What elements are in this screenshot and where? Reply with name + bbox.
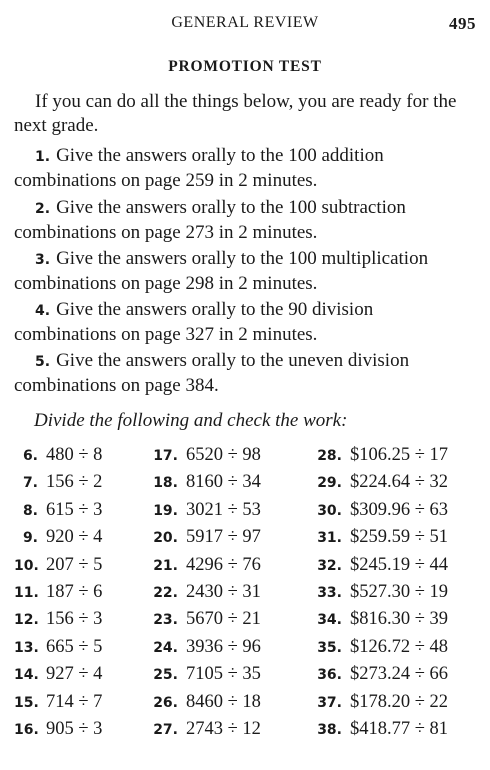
- problem-row: [312, 634, 448, 661]
- problem-number: 11.: [14, 584, 39, 601]
- problem-row: [312, 497, 448, 524]
- test-item-1: [14, 144, 476, 193]
- problem-expression: $126.72 ÷ 48: [350, 636, 449, 657]
- problem-expression: 4296 ÷ 76: [186, 554, 261, 575]
- problem-row: [312, 552, 448, 579]
- item-number: 5.: [35, 354, 51, 370]
- problem-row: [152, 497, 261, 524]
- problem-row: [14, 579, 102, 606]
- problem-row: [152, 634, 261, 661]
- intro-paragraph: If you can do all the things below, you are ready for the next grade.: [14, 91, 457, 136]
- problem-row: [14, 606, 102, 633]
- problem-expression: $224.64 ÷ 32: [350, 472, 449, 493]
- problem-number: 7.: [22, 475, 38, 492]
- problem-number: 14.: [14, 667, 39, 684]
- problem-number: 37.: [317, 694, 342, 711]
- problem-row: [312, 716, 448, 743]
- problem-expression: 156 ÷ 3: [46, 609, 103, 630]
- problem-expression: 156 ÷ 2: [46, 472, 103, 493]
- problem-number: 32.: [317, 557, 342, 574]
- problem-row: [14, 469, 102, 496]
- problem-expression: 8460 ÷ 18: [186, 691, 261, 712]
- page-number: 495: [449, 14, 476, 33]
- problem-row: [312, 606, 448, 633]
- problem-row: [152, 442, 261, 469]
- instructions: Divide the following and check the work:: [34, 410, 348, 431]
- item-text: Give the answers orally to the 90 division combinations on page 327 in 2 minutes.: [14, 299, 374, 345]
- problem-number: 38.: [317, 721, 342, 738]
- problem-number: 29.: [317, 475, 342, 492]
- problem-expression: 927 ÷ 4: [46, 664, 103, 685]
- problem-expression: 480 ÷ 8: [46, 445, 103, 465]
- problem-number: 21.: [153, 557, 178, 574]
- problem-number: 23.: [153, 612, 178, 629]
- problem-expression: 5917 ÷ 97: [186, 527, 261, 548]
- problem-expression: 905 ÷ 3: [46, 718, 103, 739]
- item-text: Give the answers orally to the 100 multiplication combinations on page 298 in 2 minutes.: [14, 248, 429, 294]
- problem-expression: 187 ÷ 6: [46, 581, 103, 602]
- problem-number: 28.: [317, 448, 342, 464]
- problem-expression: $418.77 ÷ 81: [350, 718, 449, 739]
- problem-row: [312, 579, 448, 606]
- problem-row: [14, 552, 102, 579]
- problem-row: [312, 661, 448, 688]
- problem-expression: $106.25 ÷ 17: [350, 445, 449, 465]
- problem-expression: 665 ÷ 5: [46, 636, 103, 657]
- problem-expression: 3936 ÷ 96: [186, 636, 261, 657]
- problem-row: [152, 606, 261, 633]
- problem-number: 33.: [317, 584, 342, 601]
- problem-expression: 8160 ÷ 34: [186, 472, 261, 493]
- problem-row: [312, 469, 448, 496]
- problem-row: [152, 716, 261, 743]
- problem-row: [152, 469, 261, 496]
- item-number: 4.: [35, 303, 51, 319]
- problem-expression: 207 ÷ 5: [46, 554, 103, 575]
- problem-row: [312, 442, 448, 469]
- item-text: Give the answers orally to the 100 subtraction combinations on page 273 in 2 minutes.: [14, 197, 406, 243]
- test-item-5: [14, 349, 476, 398]
- problem-number: 17.: [153, 448, 178, 464]
- problem-row: [152, 661, 261, 688]
- test-item-2: [14, 196, 476, 245]
- problem-column-1: [14, 442, 102, 743]
- problem-number: 8.: [22, 502, 38, 519]
- problem-number: 27.: [153, 721, 178, 738]
- problem-expression: 714 ÷ 7: [46, 691, 103, 712]
- problem-expression: $309.96 ÷ 63: [350, 499, 449, 520]
- page-header: [0, 14, 490, 38]
- item-number: 1.: [35, 149, 51, 165]
- problem-expression: $527.30 ÷ 19: [350, 581, 449, 602]
- problem-row: [14, 442, 102, 469]
- problem-row: [152, 689, 261, 716]
- problem-row: [14, 661, 102, 688]
- problem-number: 6.: [22, 448, 38, 464]
- problem-expression: $178.20 ÷ 22: [350, 691, 449, 712]
- problem-number: 19.: [153, 502, 178, 519]
- problem-row: [152, 579, 261, 606]
- problem-expression: 3021 ÷ 53: [186, 499, 261, 520]
- problem-number: 15.: [14, 694, 39, 711]
- section-title: PROMOTION TEST: [168, 58, 322, 75]
- problem-number: 9.: [22, 530, 38, 547]
- problem-row: [14, 689, 102, 716]
- problem-number: 10.: [14, 557, 39, 574]
- problem-row: [312, 524, 448, 551]
- problem-number: 36.: [317, 667, 342, 684]
- test-item-4: [14, 298, 476, 347]
- problem-number: 24.: [153, 639, 178, 656]
- item-text: Give the answers orally to the 100 addition combinations on page 259 in 2 minutes.: [14, 145, 384, 191]
- problem-row: [152, 524, 261, 551]
- problem-expression: 5670 ÷ 21: [186, 609, 261, 630]
- problem-number: 16.: [14, 721, 39, 738]
- problem-number: 22.: [153, 584, 178, 601]
- problem-expression: $259.59 ÷ 51: [350, 527, 449, 548]
- problem-number: 13.: [14, 639, 39, 656]
- item-text: Give the answers orally to the uneven division combinations on page 384.: [14, 350, 410, 396]
- problem-row: [14, 524, 102, 551]
- problem-column-2: [152, 442, 261, 743]
- item-number: 3.: [35, 252, 51, 268]
- problem-expression: $816.30 ÷ 39: [350, 609, 449, 630]
- problem-row: [152, 552, 261, 579]
- problem-number: 18.: [153, 475, 178, 492]
- problem-number: 34.: [317, 612, 342, 629]
- item-number: 2.: [35, 201, 51, 217]
- problem-expression: $273.24 ÷ 66: [350, 664, 449, 685]
- problem-expression: 2743 ÷ 12: [186, 718, 261, 739]
- problem-number: 30.: [317, 502, 342, 519]
- problem-expression: 920 ÷ 4: [46, 527, 103, 548]
- problem-expression: 6520 ÷ 98: [186, 445, 261, 465]
- problem-number: 31.: [317, 530, 342, 547]
- problem-number: 26.: [153, 694, 178, 711]
- problem-expression: $245.19 ÷ 44: [350, 554, 449, 575]
- problem-row: [14, 497, 102, 524]
- problem-number: 35.: [317, 639, 342, 656]
- problem-column-3: [312, 442, 448, 743]
- problem-expression: 2430 ÷ 31: [186, 581, 261, 602]
- division-problems: [14, 442, 484, 739]
- problem-row: [14, 634, 102, 661]
- problem-row: [312, 689, 448, 716]
- problem-number: 25.: [153, 667, 178, 684]
- problem-number: 12.: [14, 612, 39, 629]
- test-item-3: [14, 247, 476, 296]
- running-head-title: GENERAL REVIEW: [171, 14, 319, 31]
- problem-expression: 615 ÷ 3: [46, 499, 103, 520]
- problem-row: [14, 716, 102, 743]
- problem-expression: 7105 ÷ 35: [186, 664, 261, 685]
- problem-number: 20.: [153, 530, 178, 547]
